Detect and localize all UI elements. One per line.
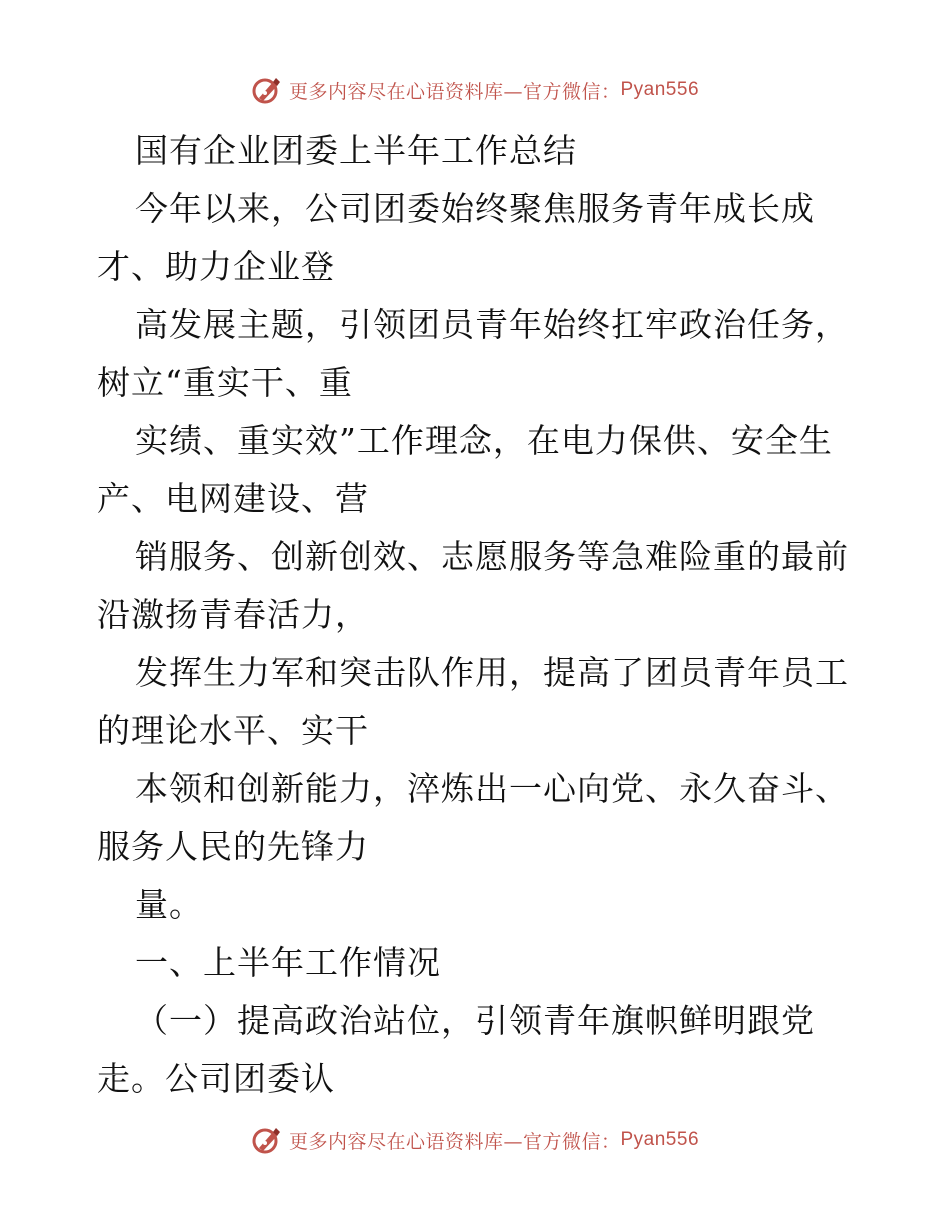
paragraph-line: 销服务、创新创效、志愿服务等急难险重的最前	[135, 537, 849, 576]
section-heading: 一、上半年工作情况	[135, 943, 441, 982]
banner-text: 更多内容尽在心语资料库—官方微信：	[288, 80, 621, 103]
paragraph-line: 服务人民的先锋力	[97, 827, 369, 866]
paragraph-line: 沿激扬青春活力，	[97, 595, 369, 634]
paragraph-line: 本领和创新能力，淬炼出一心向党、永久奋斗、	[135, 769, 849, 808]
paragraph-line: 的理论水平、实干	[97, 711, 369, 750]
paragraph-line: 量。	[135, 885, 203, 924]
subsection-heading: （一）提高政治站位，引领青年旗帜鲜明跟党	[135, 1001, 815, 1040]
document-title: 国有企业团委上半年工作总结	[135, 131, 577, 170]
banner-handle: Pyan556	[620, 79, 700, 100]
paragraph-line: 才、助力企业登	[97, 247, 335, 286]
banner-handle: Pyan556	[620, 1129, 700, 1150]
header-watermark-banner	[0, 70, 950, 110]
banner-text: 更多内容尽在心语资料库—官方微信：	[288, 1130, 621, 1153]
paragraph-line: 实绩、重实效”工作理念，在电力保供、安全生	[135, 421, 833, 460]
pen-nib-seal-icon	[251, 74, 283, 106]
paragraph-line: 高发展主题，引领团员青年始终扛牢政治任务，	[135, 305, 849, 344]
footer-watermark-banner	[0, 1120, 950, 1160]
document-body	[97, 122, 857, 1108]
pen-nib-seal-icon	[251, 1124, 283, 1156]
paragraph-line: 今年以来，公司团委始终聚焦服务青年成长成	[135, 189, 815, 228]
paragraph-line: 树立“重实干、重	[97, 363, 353, 402]
paragraph-line: 走。公司团委认	[97, 1059, 335, 1098]
paragraph-line: 发挥生力军和突击队作用，提高了团员青年员工	[135, 653, 849, 692]
paragraph-line: 产、电网建设、营	[97, 479, 369, 518]
